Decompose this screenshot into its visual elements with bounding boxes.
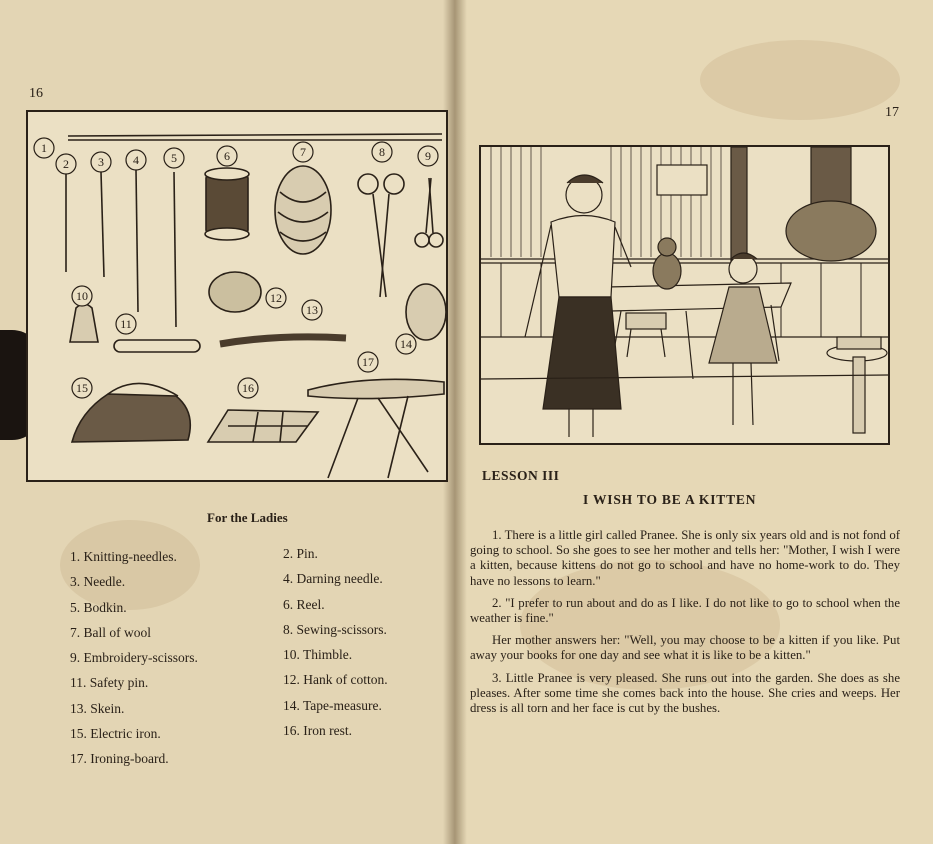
mother-and-girl-drawing bbox=[481, 147, 888, 443]
svg-text:15: 15 bbox=[76, 381, 88, 395]
svg-text:17: 17 bbox=[362, 355, 374, 369]
svg-text:5: 5 bbox=[171, 151, 177, 165]
paper-stain bbox=[700, 40, 900, 120]
list-item: 11. Safety pin. bbox=[70, 675, 149, 691]
list-item: 2. Pin. bbox=[283, 546, 318, 561]
svg-text:13: 13 bbox=[306, 303, 318, 317]
list-item: 17. Ironing-board. bbox=[70, 751, 169, 767]
item-list-left bbox=[70, 544, 198, 772]
lesson-illustration bbox=[479, 145, 890, 445]
lesson-label: LESSON III bbox=[482, 468, 560, 483]
svg-text:11: 11 bbox=[120, 317, 132, 331]
list-item: 5. Bodkin. bbox=[70, 599, 127, 615]
svg-text:12: 12 bbox=[270, 291, 282, 305]
svg-text:2: 2 bbox=[63, 157, 69, 171]
page-number-left: 16 bbox=[29, 86, 43, 101]
lesson-body bbox=[470, 528, 900, 723]
svg-text:14: 14 bbox=[400, 337, 412, 351]
page-number-right: 17 bbox=[885, 105, 899, 120]
lesson-title: I WISH TO BE A KITTEN bbox=[583, 492, 757, 507]
paragraph: 2. "I prefer to run about and do as I like. I do not like to go to school when the weather is fine." bbox=[470, 595, 900, 626]
list-item: 10. Thimble. bbox=[283, 647, 353, 663]
svg-text:7: 7 bbox=[300, 145, 306, 159]
list-item: 15. Electric iron. bbox=[70, 726, 161, 742]
svg-text:4: 4 bbox=[133, 153, 139, 167]
list-item: 13. Skein. bbox=[70, 700, 125, 716]
list-item: 7. Ball of wool bbox=[70, 624, 151, 640]
svg-text:8: 8 bbox=[379, 145, 385, 159]
list-item: 9. Embroidery-scissors. bbox=[70, 650, 198, 666]
list-item: 8. Sewing-scissors. bbox=[283, 621, 387, 637]
svg-text:10: 10 bbox=[76, 289, 88, 303]
svg-text:1: 1 bbox=[41, 141, 47, 155]
svg-text:3: 3 bbox=[98, 155, 104, 169]
list-item: 16. Iron rest. bbox=[283, 723, 352, 739]
paragraph: Her mother answers her: "Well, you may choose to be a kitten if you like. Put away your books for one day and see what it is like to be a kitten." bbox=[470, 633, 900, 663]
list-item: 14. Tape-measure. bbox=[283, 697, 382, 713]
item-list-right bbox=[283, 541, 388, 743]
list-item: 4. Darning needle. bbox=[283, 571, 383, 587]
paragraph: 3. Little Pranee is very pleased. She runs out into the garden. She does as she pleases. After some time she comes back into the house. She cries and weeps. Her dress is all torn and her face is cut by the bushes. bbox=[470, 670, 900, 716]
list-item: 1. Knitting-needles. bbox=[70, 549, 177, 564]
list-item: 12. Hank of cotton. bbox=[283, 672, 388, 688]
list-item: 6. Reel. bbox=[283, 596, 325, 612]
svg-text:6: 6 bbox=[224, 149, 230, 163]
list-item: 3. Needle. bbox=[70, 574, 126, 590]
illustration-caption: For the Ladies bbox=[207, 510, 288, 525]
paragraph: 1. There is a little girl called Pranee. She is only six years old and is not fond of going to school. So she goes to see her mother and tells her: "Mother, I wish I were a kitten, because kittens do not go to school and have no home-work to do. They have no lessons to learn." bbox=[470, 528, 900, 588]
sewing-tools-drawing bbox=[28, 112, 446, 480]
svg-text:9: 9 bbox=[425, 149, 431, 163]
sewing-tools-illustration bbox=[26, 110, 448, 482]
svg-text:16: 16 bbox=[242, 381, 254, 395]
